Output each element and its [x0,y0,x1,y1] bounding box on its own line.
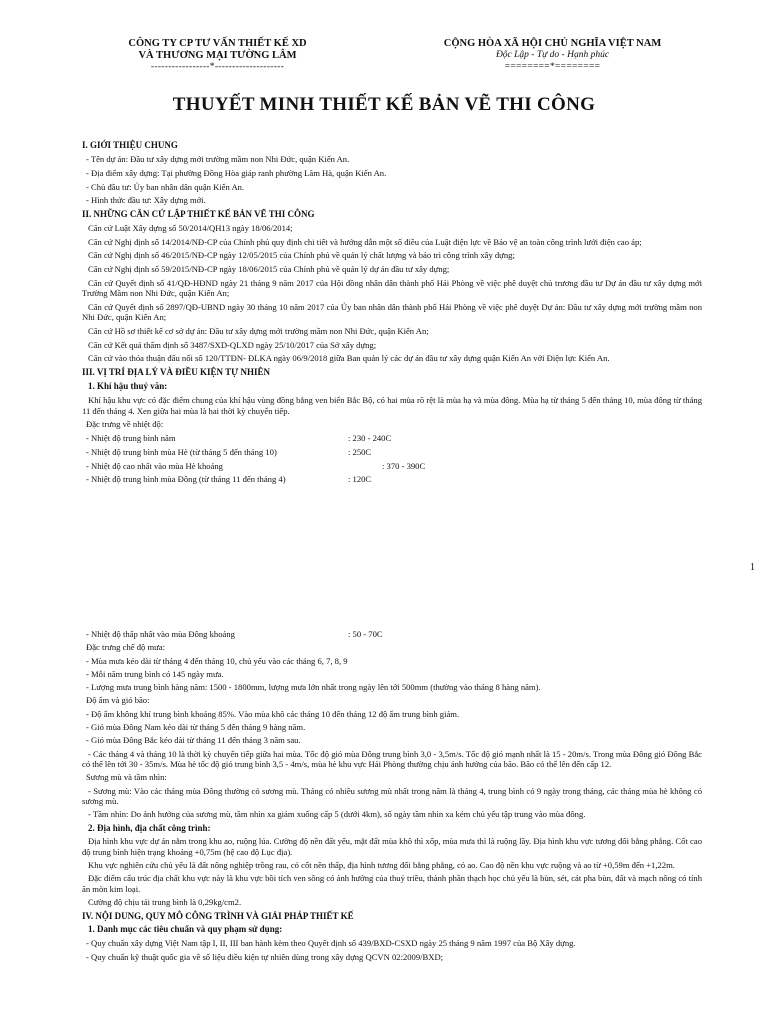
company-name-line1: CÔNG TY CP TƯ VẤN THIẾT KẾ XD [128,38,307,49]
temperature-row [82,629,702,639]
section-1-item: - Hình thức đầu tư: Xây dựng mới. [86,195,206,206]
document-title: THUYẾT MINH THIẾT KẾ BẢN VẼ THI CÔNG [172,94,596,115]
temperature-key: - Nhiệt độ trung bình năm [86,433,176,444]
temperature-key: - Nhiệt độ trung bình mùa Hè (từ tháng 5 đến tháng 10) [86,446,277,457]
temperature-value: : 230 - 240C [348,433,392,444]
temperature-value: : 120C [348,474,372,485]
legal-basis-item: Căn cứ Quyết định số 41/QĐ-HĐND ngày 21 tháng 9 năm 2017 của Hội đồng nhân dân thành phố Hải Phòng về việc phê duyệt chủ trương đầu tư Dự án đầu tư xây dựng mới Trường Mầm non Nhi Đức, quận Kiến An; [82,277,702,299]
legal-basis-item: Căn cứ Luật Xây dựng số 50/2014/QH13 ngày 18/06/2014; [88,223,293,233]
legal-basis-item: Căn cứ Hồ sơ thiết kế cơ sở dự án: Đầu tư xây dựng mới trường mầm non Nhi Đức, quận Kiến An; [88,326,429,336]
geology-item: Địa hình khu vực dự án nằm trong khu ao, ruộng lúa. Cường độ nền đất yếu, mặt đất mùa khô thì xốp, mùa mưa thì là ruộng lầy. Địa hình khu vực tương đối bằng phẳng. Cốt cao độ trung bình hiện trạng khoảng +0,75m (hệ cao độ Lục địa). [82,836,702,857]
wind-label: Độ ẩm và gió bão: [86,695,150,706]
company-separator: -----------------*-------------------- [150,62,285,73]
temperature-value: : 370 - 390C [382,460,426,471]
temperature-label: Đặc trưng về nhiệt độ: [86,419,164,430]
climate-paragraph: Khí hậu khu vực có đặc điểm chung của khí hậu vùng đồng bằng ven biển Bắc Bộ, có hai mùa rõ rệt là mùa hạ và mùa đông. Mùa hạ từ tháng 5 đến tháng 10, mùa đông từ tháng 11 đến tháng 4. Xen giữa hai mùa là hai thời kỳ chuyển tiếp. [82,395,702,416]
temperature-value: : 50 - 70C [348,629,383,639]
temperature-key: - Nhiệt độ cao nhất vào mùa Hè khoảng [86,460,223,471]
section-1-item: - Địa điểm xây dựng: Tại phường Đồng Hòa giáp ranh phường Lãm Hà, quận Kiến An. [86,167,387,178]
wind-item: - Gió mùa Đông Nam kéo dài từ tháng 5 đến tháng 9 hàng năm. [86,721,306,732]
legal-basis-item: Căn cứ Nghị định số 14/2014/NĐ-CP của Chính phủ quy định chi tiết và hướng dẫn một số điều của Luật điện lực về Bảo vệ an toàn công trình lưới điện cao áp; [88,236,642,247]
fog-label: Sương mù và tầm nhìn: [86,772,167,783]
nation-separator: ========*======== [504,61,601,72]
temperature-value: : 250C [348,446,372,457]
nation-name: CỘNG HÒA XÃ HỘI CHỦ NGHĨA VIỆT NAM [443,38,662,49]
section-2-heading: II. NHỮNG CĂN CỨ LẬP THIẾT KẾ BẢN VẼ THI CÔNG [82,208,315,219]
standard-item: - Quy chuẩn xây dựng Việt Nam tập I, II, III ban hành kèm theo Quyết định số 439/BXD-CSXD ngày 25 tháng 9 năm 1997 của Bộ Xây dựng. [86,938,576,949]
section-1-item: - Tên dự án: Đầu tư xây dựng mới trường mầm non Nhi Đức, quận Kiến An. [86,154,350,165]
geology-item: Đặc điểm cấu trúc địa chất khu vực này là khu vực bồi tích ven sông có ảnh hưởng của thuỷ triều, thành phần thạch học chủ yếu là bùn, sét, cát pha bùn, đất và mạch nông có tính ăn mòn kim loại. [82,873,702,894]
legal-basis-item: Căn cứ Nghị định số 59/2015/NĐ-CP ngày 18/06/2015 của Chính phủ về quản lý dự án đầu tư xây dựng; [88,264,450,275]
fog-item: - Sương mù: Vào các tháng mùa Đông thường có sương mù. Tháng có nhiều sương mù nhất trong năm là tháng 4, trung bình có 9 ngày trong tháng, các tháng mùa hè không có sương mù. [82,785,702,807]
subsection-standards-heading: 1. Danh mục các tiêu chuẩn và quy phạm sử dụng: [88,924,283,935]
section-3-heading: III. VỊ TRÍ ĐỊA LÝ VÀ ĐIỀU KIỆN TỰ NHIÊN [82,367,271,378]
rain-label: Đặc trưng chế độ mưa: [86,642,165,653]
rain-item: - Mỗi năm trung bình có 145 ngày mưa. [86,668,224,679]
wind-item: - Gió mùa Đông Bắc kéo dài từ tháng 11 đến tháng 3 năm sau. [86,735,301,746]
page-1-body [82,137,702,488]
company-name-line2: VÀ THƯƠNG MẠI TƯỜNG LÂM [138,50,297,62]
rain-item: - Mùa mưa kéo dài từ tháng 4 đến tháng 10, chủ yếu vào các tháng 6, 7, 8, 9 [86,655,348,666]
fog-item: - Tầm nhìn: Do ảnh hưởng của sương mù, tầm nhìn xa giảm xuống cấp 5 (dưới 4km), số ngày tầm nhìn xa kém chủ yếu tập trung vào mùa đông. [88,809,586,820]
temperature-row [82,447,702,457]
temperature-row [82,461,702,471]
subsection-geology-heading: 2. Địa hình, địa chất công trình: [88,822,211,833]
company-header [100,38,335,74]
subsection-climate-heading: 1. Khí hậu thuỷ văn: [88,381,168,392]
temperature-row [82,474,702,484]
temperature-row [82,433,702,443]
rain-item: - Lượng mưa trung bình hàng năm: 1500 - 1800mm, lượng mưa lớn nhất trong ngày lên tới 500mm (thường vào tháng 8 hàng năm). [86,682,541,693]
legal-basis-item: Căn cứ Quyết định số 2897/QĐ-UBND ngày 30 tháng 10 năm 2017 của Ủy ban nhân dân thành phố Hải Phòng về việc phê duyệt Dự án: Đầu tư xây dựng mới trường mầm non Nhi Đức, quận Kiến An; [82,301,702,323]
page-number: 1 [750,562,755,573]
legal-basis-item: Căn cứ Nghị định số 46/2015/NĐ-CP ngày 12/05/2015 của Chính phủ về quản lý chất lượng và bảo trì công trình xây dựng; [88,250,515,261]
section-1-heading: I. GIỚI THIỆU CHUNG [82,140,178,150]
nation-header [415,38,690,73]
legal-basis-item: Căn cứ vào thỏa thuận đấu nối số 120/TTĐN- ĐLKA ngày 06/9/2018 giữa Ban quản lý các dự án đầu tư xây dựng quận Kiến An với Điện lực Kiến An. [88,353,610,364]
wind-item: - Các tháng 4 và tháng 10 là thời kỳ chuyển tiếp giữa hai mùa. Tốc độ gió mùa Đông trung bình 3,0 - 3,5m/s. Tốc độ gió mạnh nhất là 15 - 20m/s. Trong mùa Đông gió Đông Bắc có thể lên tới 30 - 35m/s. Mùa hè tốc độ gió trung bình 3,5 - 4m/s, mùa hè khu vực Hải Phòng thường chịu ảnh hưởng của bão. Bão có thể lên đến cấp 12. [82,748,702,770]
wind-item: - Độ ẩm không khí trung bình khoảng 85%. Vào mùa khô các tháng 10 đến tháng 12 độ ẩm trung bình giảm. [86,708,460,719]
geology-item: Cường độ chịu tải trung bình là 0,29kg/cm2. [88,897,242,908]
section-1-item: - Chủ đầu tư: Ủy ban nhân dân quận Kiến An. [86,181,245,192]
section-4-heading: IV. NỘI DUNG, QUY MÔ CÔNG TRÌNH VÀ GIẢI PHÁP THIẾT KẾ [82,910,354,921]
temperature-key: - Nhiệt độ thấp nhất vào mùa Đông khoảng [86,629,235,639]
standard-item: - Quy chuẩn kỹ thuật quốc gia về số liệu điều kiện tự nhiên dùng trong xây dựng QCVN 02:2009/BXD; [86,951,444,962]
geology-item: Khu vực nghiên cứu chủ yếu là đất nông nghiệp trồng rau, có cốt nền thấp, địa hình tương đối bằng phẳng, có ao. Cao độ nền khu vực ruộng và ao từ +0,59m đến +1,22m. [88,860,675,871]
temperature-key: - Nhiệt độ trung bình mùa Đông (từ tháng 11 đến tháng 4) [86,474,286,485]
nation-motto: Độc Lập - Tự do - Hạnh phúc [495,50,610,61]
legal-basis-item: Căn cứ Kết quả thẩm định số 3487/SXD-QLXD ngày 25/10/2017 của Sở xây dựng; [88,339,377,350]
page-2-body [82,629,702,965]
